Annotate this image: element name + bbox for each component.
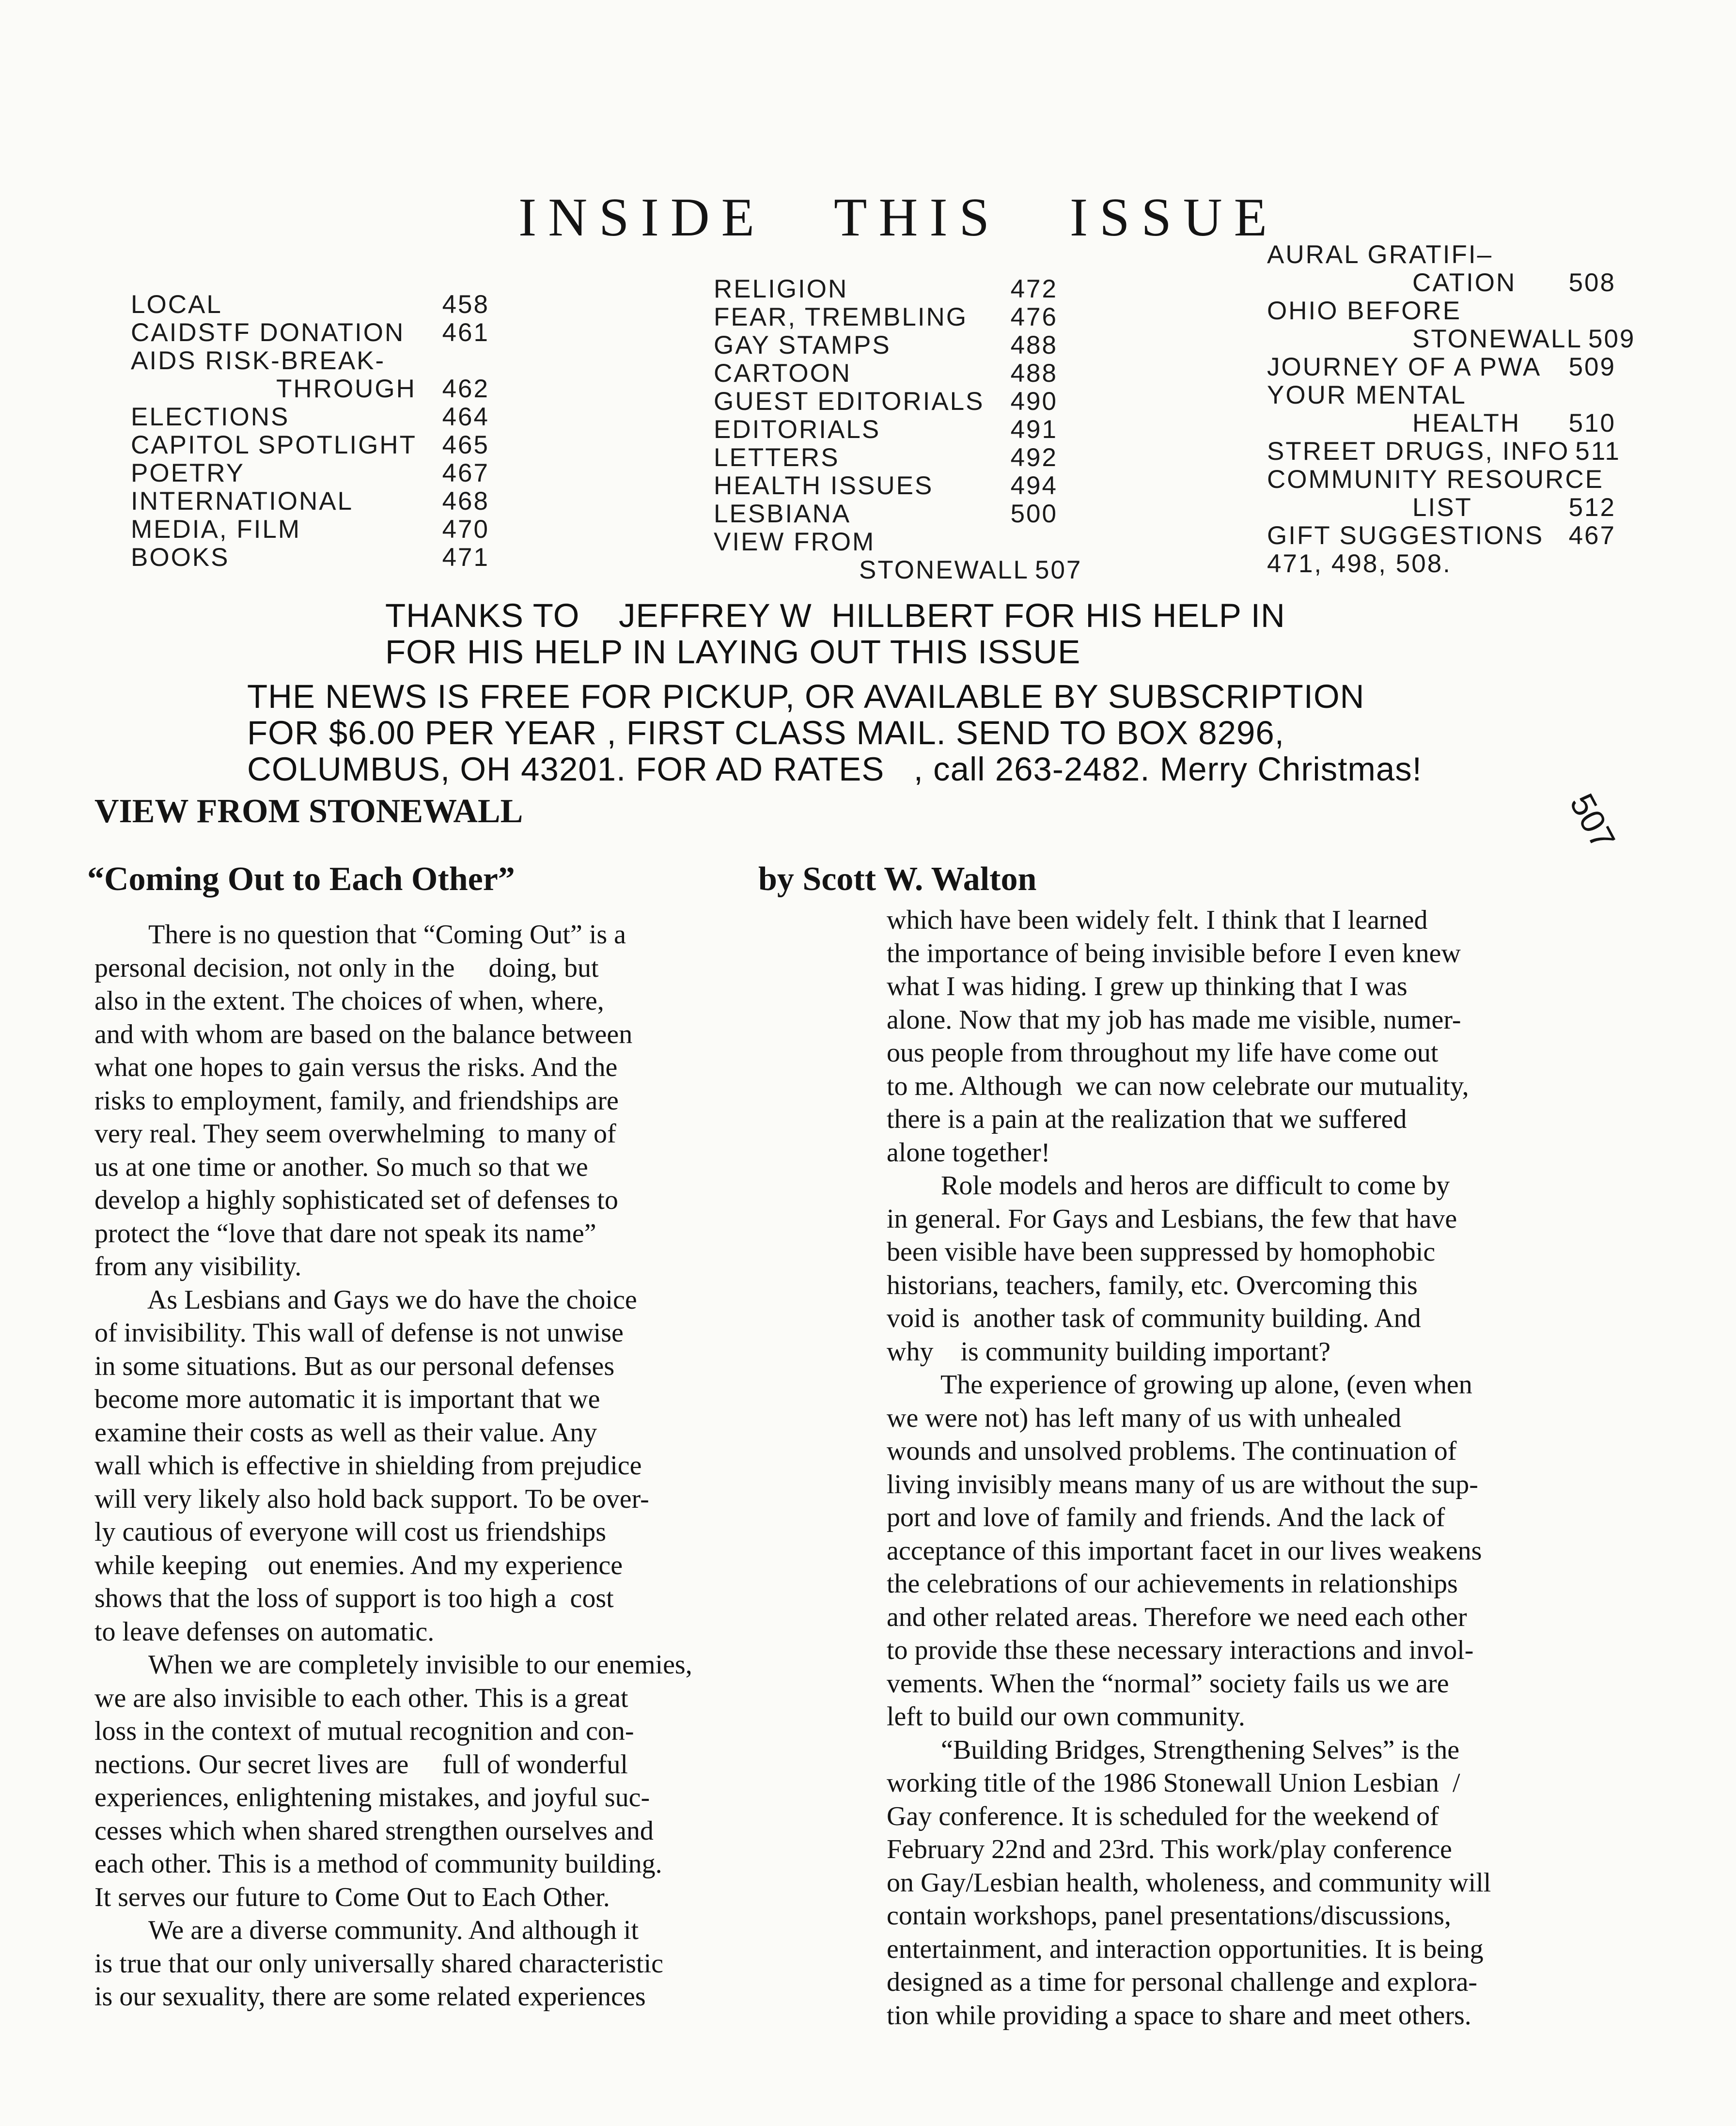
article-line: experiences, enlightening mistakes, and joyful suc- [94,1782,650,1813]
article-line: is our sexuality, there are some related experiences [94,1982,646,2012]
article-line: to leave defenses on automatic. [94,1616,435,1647]
toc-entry [714,416,1058,444]
article-line: which have been widely felt. I think that I learned [887,905,1428,935]
article-line: us at one time or another. So much so that we [94,1152,588,1182]
toc-entry-page: 464 [442,403,489,431]
toc-entry [131,347,489,375]
article-line: on Gay/Lesbian health, wholeness, and community will [887,1867,1491,1898]
article-line: historians, teachers, family, etc. Overcoming this [887,1270,1418,1300]
article-line: each other. This is a method of community building. [94,1849,662,1879]
toc-entry [131,375,489,403]
toc-entry-label: HEALTH ISSUES [714,471,934,500]
article-line: the celebrations of our achievements in relationships [887,1569,1458,1599]
toc-column-2 [714,275,1082,584]
article-line: to provide thse these necessary interactions and invol- [887,1635,1474,1665]
article-line: personal decision, not only in the doing, but [94,953,599,983]
toc-entry-label: THROUGH [276,375,416,403]
article-line: As Lesbians and Gays we do have the choice [94,1284,637,1315]
toc-entry-page: 509 [1568,353,1616,381]
article-line: become more automatic it is important that we [94,1384,600,1414]
article-line: “Building Bridges, Strengthening Selves” is the [887,1735,1460,1765]
toc-entry [714,275,1058,303]
article-line: working title of the 1986 Stonewall Union Lesbian / [887,1768,1460,1798]
toc-entry [714,500,1058,528]
issue-heading: INSIDE THIS ISSUE [518,188,1279,248]
article-line: void is another task of community building. And [887,1303,1421,1333]
toc-entry-page: 494 [1010,471,1058,500]
toc-entry-page: 488 [1010,359,1058,388]
toc-entry-page: 491 [1010,415,1058,444]
toc-entry-page: 510 [1568,409,1616,438]
article-line: very real. They seem overwhelming to many of [94,1119,616,1149]
toc-entry-page: 476 [1010,303,1058,331]
article-line: to me. Although we can now celebrate our mutuality, [887,1071,1469,1101]
toc-entry [131,403,489,431]
toc-entry-page: 467 [442,459,489,487]
article-line: contain workshops, panel presentations/discussions, [887,1901,1451,1931]
toc-entry-label: COMMUNITY RESOURCE [1267,465,1604,494]
article-column-left [94,918,692,2014]
subscription-line: THE NEWS IS FREE FOR PICKUP, OR AVAILABLE BY SUBSCRIPTION [247,678,1365,715]
toc-entry-label: FEAR, TREMBLING [714,303,968,331]
article-line: risks to employment, family, and friendships are [94,1085,619,1116]
article-line: It serves our future to Come Out to Each Other. [94,1882,610,1912]
toc-entry-page: 508 [1568,268,1616,297]
toc-entry-label: STONEWALL [859,556,1029,584]
subscription-notice [247,678,1422,787]
toc-entry [1267,522,1616,550]
toc-entry-label: CAPITOL SPOTLIGHT [131,431,417,459]
toc-entry-page: 468 [442,487,489,516]
thanks-line: FOR HIS HELP IN LAYING OUT THIS ISSUE [385,633,1081,671]
toc-entry-label: AURAL GRATIFI– [1267,240,1493,269]
toc-entry [131,487,489,516]
toc-entry [714,303,1058,331]
toc-entry [1267,437,1621,466]
toc-entry-label: JOURNEY OF A PWA [1267,353,1542,381]
toc-entry [714,388,1058,416]
toc-entry-label: OHIO BEFORE [1267,297,1462,325]
toc-entry-page [1610,550,1616,578]
article-line: of invisibility. This wall of defense is not unwise [94,1318,624,1348]
toc-column-1 [131,291,489,572]
article-line: why is community building important? [887,1336,1331,1367]
toc-entry-page: 462 [442,375,489,403]
article-line: there is a pain at the realization that we suffered [887,1104,1407,1134]
toc-entry-label: RELIGION [714,275,848,303]
toc-entry-label: STREET DRUGS, INFO [1267,437,1570,466]
article-line: The experience of growing up alone, (even when [887,1370,1472,1400]
toc-entry-page: 465 [442,431,489,459]
toc-entry-page: 490 [1010,387,1058,416]
toc-entry [131,291,489,319]
article-line: We are a diverse community. And although it [94,1915,639,1945]
toc-entry [131,544,489,572]
toc-entry [1267,550,1616,578]
article-line: protect the “love that dare not speak its name” [94,1218,596,1249]
article-line: in some situations. But as our personal defenses [94,1351,615,1381]
toc-entry-page [1610,381,1616,409]
article-line: designed as a time for personal challenge and explora- [887,1967,1478,1997]
toc-entry-label: LOCAL [131,290,222,319]
article-line: we were not) has left many of us with unhealed [887,1403,1402,1433]
article-line: and with whom are based on the balance between [94,1019,633,1049]
article-line: tion while providing a space to share and meet others. [887,2000,1471,2031]
article-line: entertainment, and interaction opportunities. It is being [887,1934,1484,1964]
toc-entry [714,528,1058,556]
article-line: When we are completely invisible to our enemies, [94,1650,692,1680]
handwritten-page-number: 507 [1563,787,1623,856]
article-line: February 22nd and 23rd. This work/play conference [887,1834,1452,1864]
toc-entry-page: 492 [1010,443,1058,472]
article-line: port and love of family and friends. And the lack of [887,1502,1445,1532]
toc-entry-label: MEDIA, FILM [131,515,301,544]
section-title: VIEW FROM STONEWALL [94,793,523,830]
subscription-line: COLUMBUS, OH 43201. FOR AD RATES , call 263-2482. Merry Christmas! [247,750,1422,788]
article-line: wall which is effective in shielding from prejudice [94,1451,642,1481]
toc-entry-label: EDITORIALS [714,415,881,444]
toc-entry [714,556,1082,584]
article-line: ous people from throughout my life have come out [887,1038,1439,1068]
toc-entry [714,472,1058,500]
toc-entry-label: POETRY [131,459,245,487]
article-line: ly cautious of everyone will cost us friendships [94,1517,607,1547]
toc-entry-page: 511 [1575,437,1621,466]
toc-entry-label: VIEW FROM [714,528,876,556]
thanks-line: THANKS TO JEFFREY W HILLBERT FOR HIS HELP IN [385,597,1285,634]
article-line: shows that the loss of support is too high a cost [94,1583,614,1613]
article-line: vements. When the “normal” society fails us we are [887,1668,1449,1699]
article-line: Role models and heros are difficult to come by [887,1171,1450,1201]
toc-entry-label: LETTERS [714,443,840,472]
thanks-notice [385,597,1285,670]
toc-entry [1267,494,1616,522]
article-line: wounds and unsolved problems. The continuation of [887,1436,1457,1466]
toc-entry-page: 461 [442,318,489,347]
toc-entry-label: GAY STAMPS [714,331,891,360]
toc-entry [131,431,489,459]
toc-entry [1267,409,1616,438]
toc-entry-label: HEALTH [1412,409,1521,438]
toc-entry [131,459,489,487]
toc-column-3 [1267,240,1636,578]
toc-entry-label: LESBIANA [714,500,851,528]
toc-entry-page: 472 [1010,275,1058,303]
article-line: acceptance of this important facet in our lives weakens [887,1535,1482,1566]
subscription-line: FOR $6.00 PER YEAR , FIRST CLASS MAIL. SEND TO BOX 8296, [247,714,1284,751]
toc-entry-label: 471, 498, 508. [1267,549,1452,578]
article-line: the importance of being invisible before I even knew [887,938,1461,969]
article-line: in general. For Gays and Lesbians, the few that have [887,1204,1457,1234]
article-line: living invisibly means many of us are without the sup- [887,1469,1478,1500]
article-title: “Coming Out to Each Other” [87,860,515,898]
toc-entry [1267,325,1636,353]
toc-entry-label: CARTOON [714,359,852,388]
toc-entry [714,444,1058,472]
toc-entry-page: 488 [1010,331,1058,360]
article-line: nections. Our secret lives are full of wonderful [94,1749,628,1780]
article-line: examine their costs as well as their value. Any [94,1417,597,1448]
toc-entry-page [1610,466,1616,494]
article-line: from any visibility. [94,1251,302,1282]
toc-entry-page: 458 [442,290,489,319]
toc-entry-label: YOUR MENTAL [1267,381,1467,409]
article-line: alone together! [887,1137,1050,1168]
toc-entry [714,360,1058,388]
toc-entry-page: 507 [1034,556,1082,584]
article-line: we are also invisible to each other. This is a great [94,1683,628,1713]
toc-entry-label: STONEWALL [1412,325,1582,353]
toc-entry-page: 467 [1568,521,1616,550]
toc-entry [714,331,1058,360]
toc-entry-label: BOOKS [131,543,230,572]
article-line: develop a highly sophisticated set of defenses to [94,1185,618,1215]
article-line: also in the extent. The choices of when, where, [94,986,604,1016]
toc-entry [1267,466,1616,494]
toc-entry [131,516,489,544]
toc-entry-label: LIST [1412,493,1472,522]
toc-entry-page: 500 [1010,500,1058,528]
toc-entry-page [1610,241,1616,269]
article-line: left to build our own community. [887,1702,1245,1732]
article-line: will very likely also hold back support. To be over- [94,1484,649,1514]
toc-entry-page: 512 [1568,493,1616,522]
article-column-right [887,904,1491,2032]
toc-entry-page [1610,297,1616,325]
article-line: what one hopes to gain versus the risks. And the [94,1052,618,1082]
article-line: Gay conference. It is scheduled for the weekend of [887,1801,1439,1831]
toc-entry [1267,353,1616,381]
toc-entry-page: 470 [442,515,489,544]
article-line: alone. Now that my job has made me visible, numer- [887,1004,1461,1035]
toc-entry-label: CAIDSTF DONATION [131,318,405,347]
toc-entry [1267,381,1616,409]
toc-entry-label: GIFT SUGGESTIONS [1267,521,1544,550]
toc-entry-label: GUEST EDITORIALS [714,387,985,416]
article-line: what I was hiding. I grew up thinking that I was [887,971,1408,1001]
toc-entry-page [1052,528,1058,556]
toc-entry [131,319,489,347]
toc-entry-label: INTERNATIONAL [131,487,354,516]
article-line: been visible have been suppressed by homophobic [887,1237,1436,1267]
toc-entry [1267,269,1616,297]
article-line: while keeping out enemies. And my experience [94,1550,623,1580]
toc-entry-page: 509 [1588,325,1636,353]
toc-entry-label: CATION [1412,268,1517,297]
toc-entry-label: AIDS RISK-BREAK- [131,346,386,375]
toc-entry-page [484,347,489,375]
toc-entry [1267,297,1616,325]
toc-entry-label: ELECTIONS [131,403,290,431]
toc-entry-page: 471 [442,543,489,572]
article-line: There is no question that “Coming Out” is a [94,920,626,950]
article-line: loss in the context of mutual recognition and con- [94,1716,634,1746]
article-byline: by Scott W. Walton [758,860,1037,898]
article-line: is true that our only universally shared characteristic [94,1948,664,1979]
article-line: cesses which when shared strengthen ourselves and [94,1815,654,1846]
article-line: and other related areas. Therefore we need each other [887,1602,1467,1632]
toc-entry [1267,241,1616,269]
